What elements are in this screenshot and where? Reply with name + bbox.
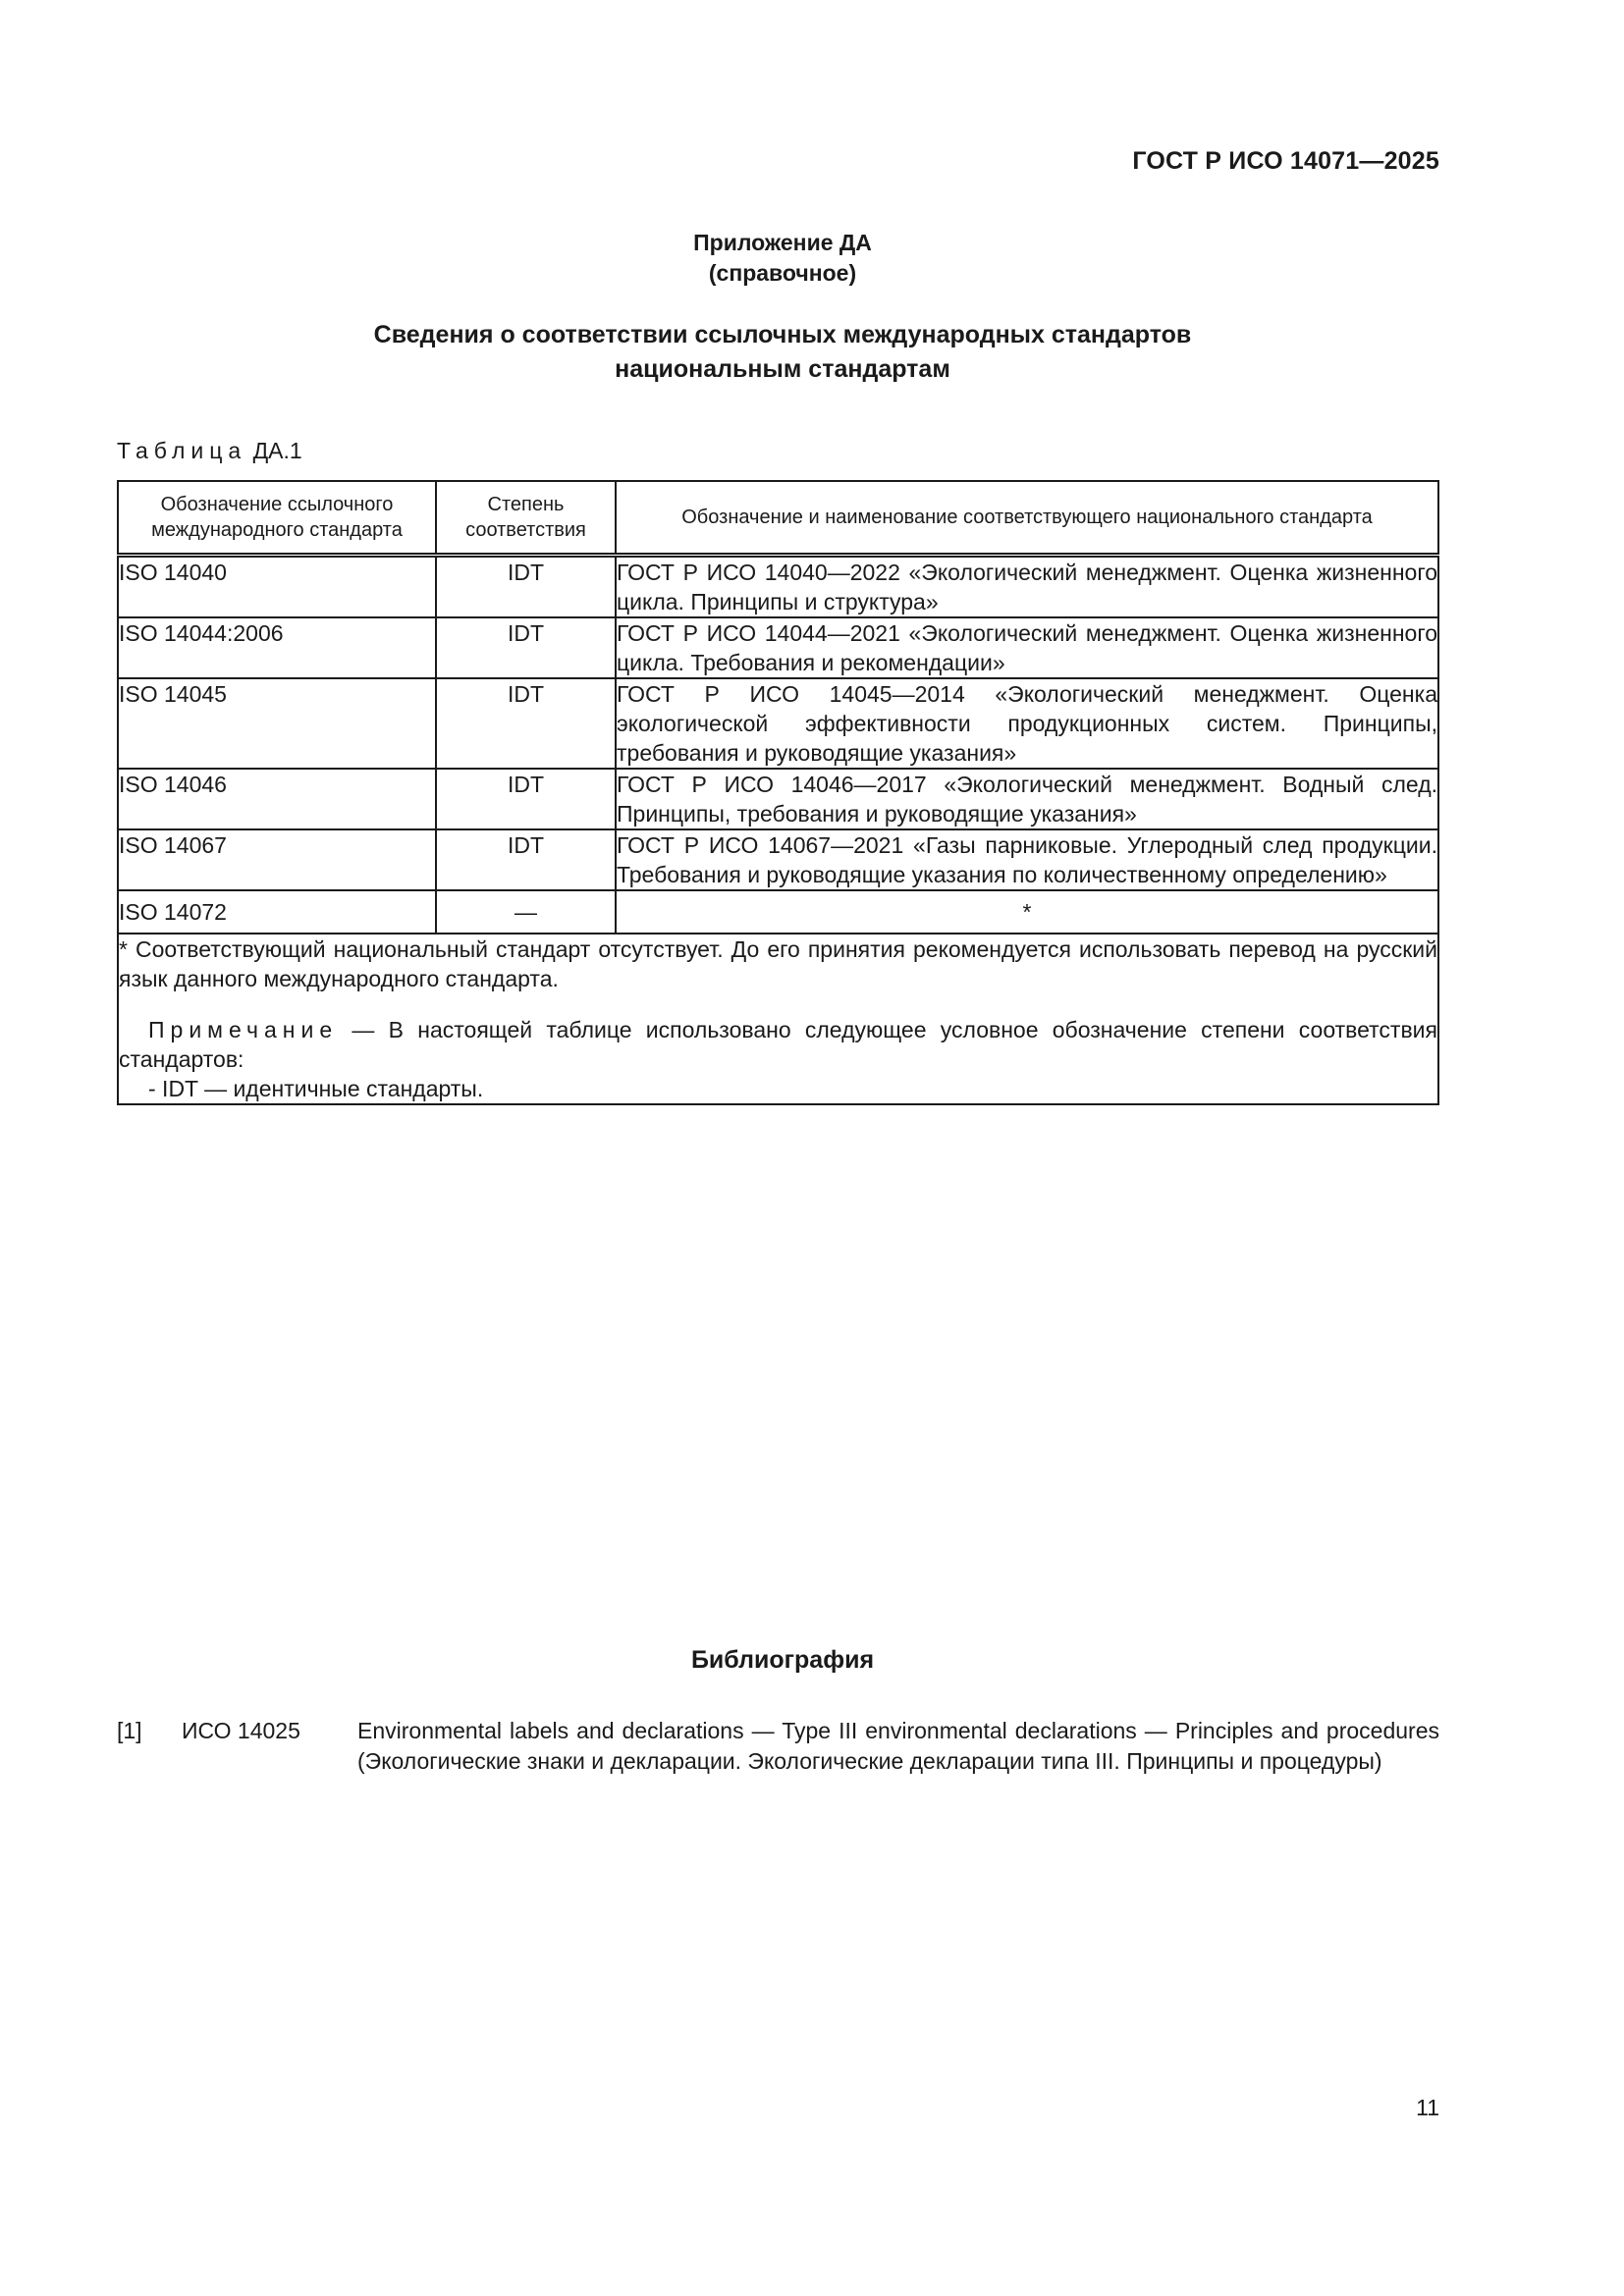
bibliography-title: Библиография [690,1646,875,1674]
header-degree [436,481,616,556]
table-notes [118,934,1438,1104]
table-row [118,678,1438,769]
cell-degree: IDT [436,829,616,890]
bibliography-code: ИСО 14025 [182,1718,300,1743]
annex-heading-line1: Сведения о соответствии ссылочных международных стандартов [373,321,1192,348]
table-header-row [118,481,1438,556]
annex-heading-line2: национальным стандартам [615,355,950,383]
bibliography-entry [117,1716,1439,1777]
cell-degree: IDT [436,556,616,618]
page-number: 11 [1416,2095,1439,2120]
bibliography-text: Environmental labels and declarations — Type III environmental declarations — Principles and procedures (Экологические знаки и декларации. Экологические декларации типа III. Принципы и процедуры) [357,1718,1439,1774]
table-footnote: * Соответствующий национальный стандарт отсутствует. До его принятия рекомендуется использовать перевод на русский язык данного международного стандарта. [119,936,1437,991]
header-ref-standard [118,481,436,556]
cell-national: ГОСТ Р ИСО 14067—2021 «Газы парниковые. Углеродный след продукции. Требования и руководящие указания по количественному определению» [616,829,1438,890]
cell-ref: ISO 14040 [118,556,436,618]
header-ref-line1: Обозначение ссылочного [160,494,394,515]
table-row [118,556,1438,618]
cell-national: ГОСТ Р ИСО 14044—2021 «Экологический менеджмент. Оценка жизненного цикла. Требования и рекомендации» [616,617,1438,678]
table-note [119,1015,1437,1074]
cell-degree: IDT [436,769,616,829]
table-notes-row [118,934,1438,1104]
header-degree-line1: Степень [487,494,565,515]
header-ref-line2: международного стандарта [151,519,403,541]
cell-ref: ISO 14067 [118,829,436,890]
bibliography-number: [1] [117,1718,142,1743]
cell-degree: IDT [436,678,616,769]
table-label [117,438,302,464]
annex-title-block [0,228,1565,289]
table-label-number: ДА.1 [252,438,302,463]
header-degree-line2: соответствия [465,519,586,541]
annex-subtitle: (справочное) [708,260,857,286]
cell-national: * [616,890,1438,934]
header-national-standard: Обозначение и наименование соответствующего национального стандарта [616,481,1438,556]
table-row [118,617,1438,678]
cell-ref: ISO 14046 [118,769,436,829]
cell-ref: ISO 14044:2006 [118,617,436,678]
cell-national: ГОСТ Р ИСО 14045—2014 «Экологический менеджмент. Оценка экологической эффективности продукционных систем. Принципы, требования и руководящие указания» [616,678,1438,769]
table-row [118,769,1438,829]
annex-heading [0,318,1565,387]
cell-ref: ISO 14045 [118,678,436,769]
cell-degree: IDT [436,617,616,678]
annex-title: Приложение ДА [693,230,872,255]
document-code: ГОСТ Р ИСО 14071—2025 [1132,147,1439,175]
note-item: - IDT — идентичные стандарты. [148,1076,484,1101]
correspondence-table [117,480,1439,1105]
note-text: — В настоящей таблице использовано следующее условное обозначение степени соответствия стандартов: [119,1017,1437,1072]
cell-national: ГОСТ Р ИСО 14040—2022 «Экологический менеджмент. Оценка жизненного цикла. Принципы и структура» [616,556,1438,618]
note-word: Примечание [148,1017,339,1042]
cell-national: ГОСТ Р ИСО 14046—2017 «Экологический менеджмент. Водный след. Принципы, требования и руководящие указания» [616,769,1438,829]
cell-degree: — [436,890,616,934]
table-label-word: Таблица [117,438,247,463]
cell-ref: ISO 14072 [118,890,436,934]
table-row [118,890,1438,934]
table-row [118,829,1438,890]
